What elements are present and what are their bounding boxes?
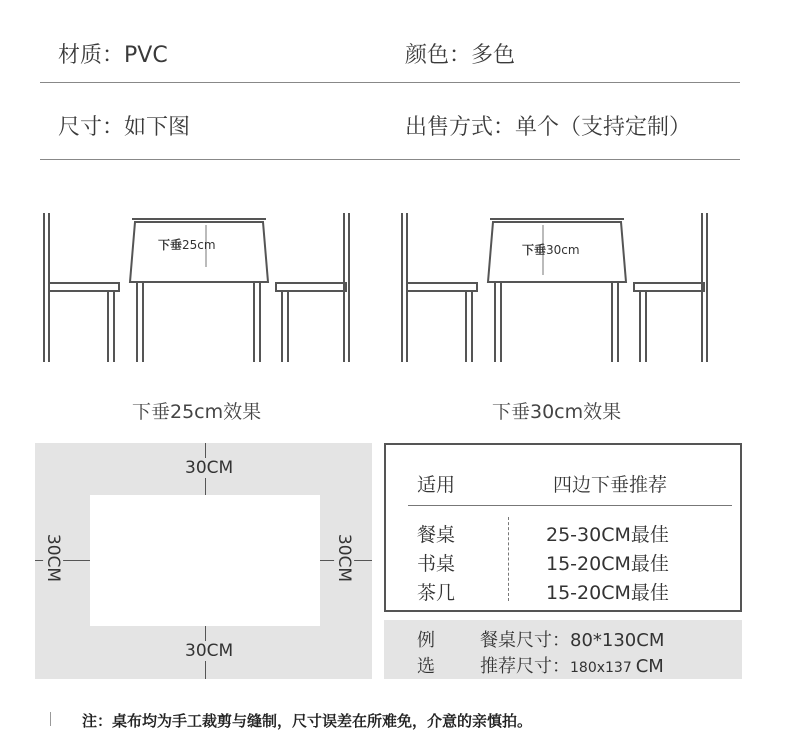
table-header-divider [408, 505, 732, 506]
footnote: 注：桌布均为手工裁剪与缝制，尺寸误差在所难免，介意的亲慎拍。 [82, 712, 533, 730]
size-label: 尺寸：如下图 [58, 115, 191, 140]
recommend-size-unit: CM [635, 656, 664, 677]
table-row-drop: 15-20CM最佳 [546, 553, 669, 575]
top-dim-label: 30CM [185, 458, 234, 478]
table-row-use: 书桌 [417, 553, 456, 575]
recommend-table [384, 443, 742, 612]
drop-30-label-prefix: 下垂 [522, 243, 547, 257]
divider-top [40, 82, 740, 83]
color-label: 颜色：多色 [405, 43, 516, 68]
table-row-use: 餐桌 [417, 524, 456, 546]
left-dim-label: 30CM [43, 533, 64, 583]
divider-bottom [40, 159, 740, 160]
drop-25-caption: 下垂25cm效果 [132, 401, 262, 423]
table-row-use: 茶几 [417, 582, 456, 604]
table-row-drop: 25-30CM最佳 [546, 524, 669, 546]
table-header-drop: 四边下垂推荐 [553, 474, 668, 496]
example-recommend-size [480, 652, 664, 678]
tablecloth-diagram [35, 443, 372, 679]
table-header-use: 适用 [417, 474, 456, 496]
drop-25-label [158, 236, 216, 253]
drop-30-caption: 下垂30cm效果 [492, 401, 622, 423]
drop-25-label-prefix: 下垂 [158, 238, 183, 252]
sale-method-label: 出售方式：单个（支持定制） [405, 115, 692, 140]
table-column-divider [508, 517, 509, 601]
material-label: 材质：PVC [58, 43, 168, 68]
table-area [90, 495, 320, 626]
drop-30-label [522, 241, 580, 258]
drop-30-label-value: 30cm [546, 243, 580, 257]
right-dim-label: 30CM [334, 533, 355, 583]
table-drop-25-illustration [40, 205, 360, 370]
example-label-2: 选 [417, 656, 435, 677]
table-row-drop: 15-20CM最佳 [546, 582, 669, 604]
example-table-size: 餐桌尺寸：80*130CM [480, 630, 665, 651]
note-tick [50, 712, 51, 726]
recommend-size-prefix: 推荐尺寸： [480, 656, 570, 677]
example-box [384, 620, 742, 679]
drop-25-label-value: 25cm [182, 238, 216, 252]
recommend-size-value: 180x137 [570, 660, 632, 676]
bottom-dim-label: 30CM [185, 641, 234, 661]
table-drop-30-illustration [398, 205, 718, 370]
example-label-1: 例 [417, 630, 435, 651]
